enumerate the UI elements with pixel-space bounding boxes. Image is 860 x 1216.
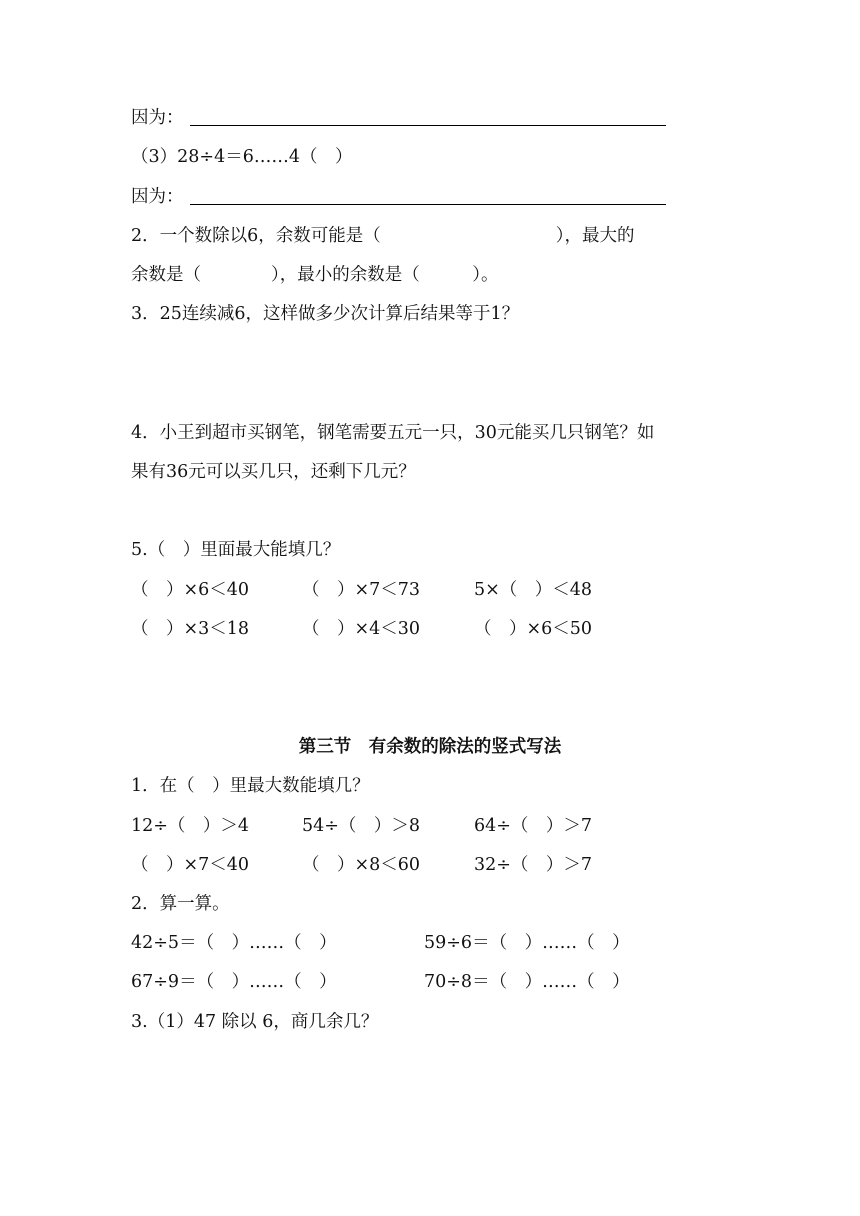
answer-line [190, 125, 666, 126]
because-label: 因为： [131, 108, 184, 128]
question-2-line-2: 余数是（ ），最小的余数是（ ）。 [131, 265, 499, 285]
q5-item: （ ）×6＜50 [474, 619, 593, 639]
s3-q1-item: （ ）×8＜60 [302, 855, 421, 875]
s3-q1-item: 32÷（ ）＞7 [474, 855, 593, 875]
q5-item: 5×（ ）＜48 [474, 580, 593, 600]
s3-q1-item: 64÷（ ）＞7 [474, 816, 593, 836]
question-2-line-1: 2．一个数除以6，余数可能是（ ），最大的 [131, 226, 635, 246]
s3-question-2: 2．算一算。 [131, 894, 230, 914]
q5-item: （ ）×7＜73 [302, 580, 421, 600]
q5-item: （ ）×4＜30 [302, 619, 421, 639]
question-4-line-1: 4．小王到超市买钢笔，钢笔需要五元一只，30元能买几只钢笔？如 [131, 423, 655, 443]
question-5: 5.（ ）里面最大能填几？ [131, 540, 341, 560]
s3-q1-item: （ ）×7＜40 [131, 855, 250, 875]
section-title: 第三节 有余数的除法的竖式写法 [298, 737, 562, 757]
s3-q2-item: 67÷9＝（ ）……（ ） [131, 972, 337, 992]
s3-q2-item: 70÷8＝（ ）……（ ） [424, 972, 630, 992]
question-4-line-2: 果有36元可以买几只，还剩下几元？ [131, 462, 416, 482]
q5-item: （ ）×3＜18 [131, 619, 250, 639]
s3-q1-item: 12÷（ ）＞4 [131, 816, 250, 836]
question-3: 3．25连续减6，这样做多少次计算后结果等于1？ [131, 304, 520, 324]
s3-q2-item: 59÷6＝（ ）……（ ） [424, 933, 630, 953]
answer-line [190, 204, 666, 205]
q5-item: （ ）×6＜40 [131, 580, 250, 600]
s3-question-1: 1．在（ ）里最大数能填几？ [131, 776, 370, 796]
s3-question-3: 3.（1）47 除以 6，商几余几？ [131, 1012, 379, 1032]
question-1-3: （3）28÷4＝6……4（ ） [131, 147, 353, 167]
s3-q2-item: 42÷5＝（ ）……（ ） [131, 933, 337, 953]
s3-q1-item: 54÷（ ）＞8 [302, 816, 421, 836]
because-label: 因为： [131, 187, 184, 207]
